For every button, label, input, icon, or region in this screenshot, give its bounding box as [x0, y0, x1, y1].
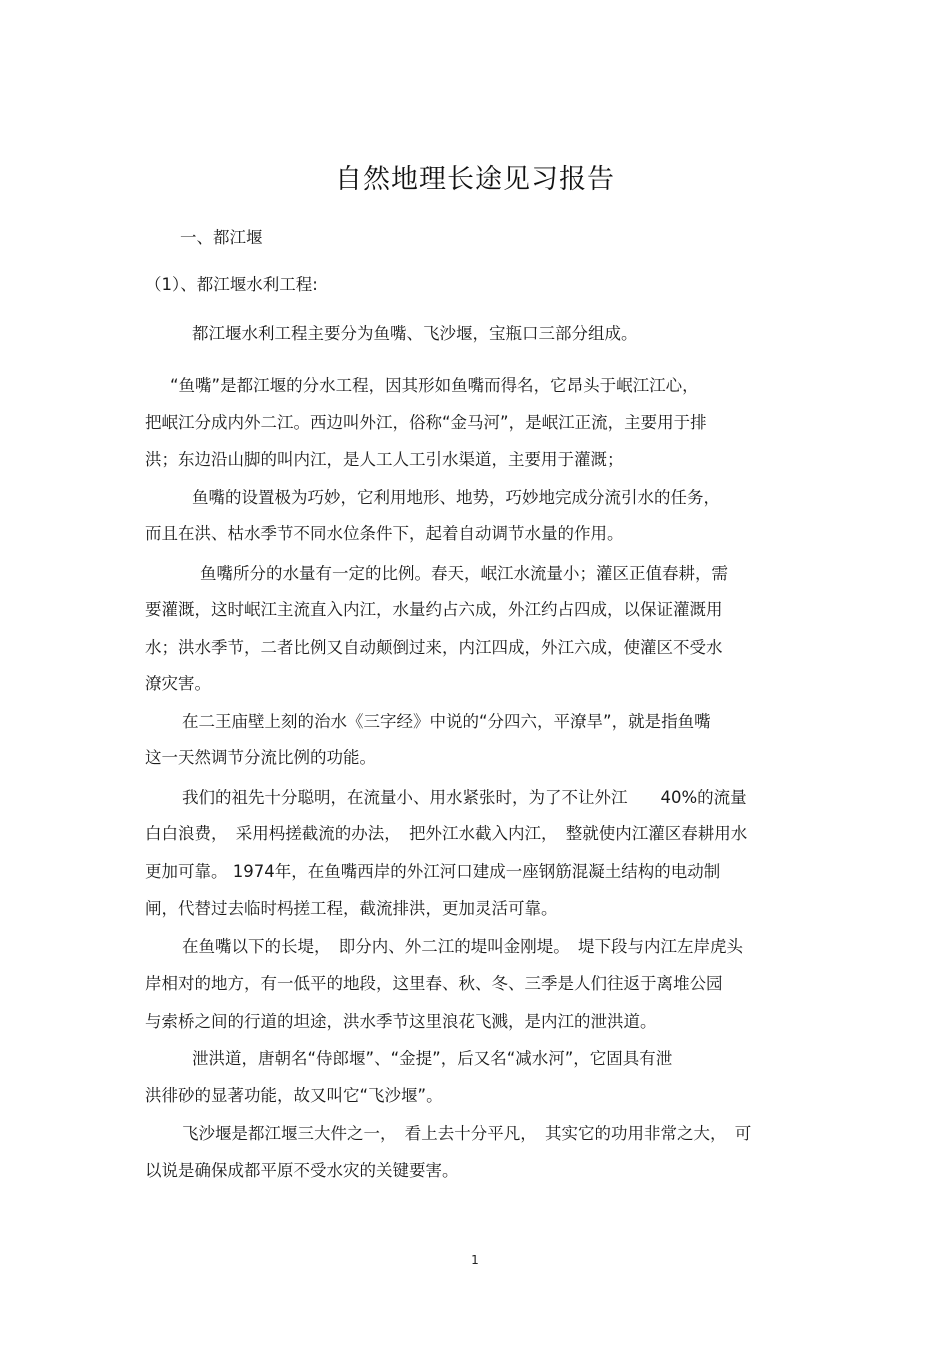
paragraph-line: 我们的祖先十分聪明，在流量小、用水紧张时，为了不让外江 40%的流量	[182, 788, 747, 807]
section-heading: 一、都江堰	[180, 228, 263, 247]
paragraph-line: 要灌溉，这时岷江主流直入内江，水量约占六成，外江约占四成，以保证灌溉用	[145, 600, 723, 619]
paragraph-line: 这一天然调节分流比例的功能。	[145, 748, 376, 767]
paragraph-line: 鱼嘴的设置极为巧妙，它利用地形、地势，巧妙地完成分流引水的任务，	[192, 488, 720, 507]
paragraph-line: 岸相对的地方，有一低平的地段，这里春、秋、冬、三季是人们往返于离堆公园	[145, 974, 723, 993]
paragraph-line: 把岷江分成内外二江。西边叫外江，俗称“金马河”，是岷江正流，主要用于排	[145, 413, 707, 432]
page-number: 1	[471, 1253, 479, 1267]
paragraph-line: 而且在洪、枯水季节不同水位条件下，起着自动调节水量的作用。	[145, 524, 624, 543]
paragraph-line: 洪徘砂的显著功能，故又叫它“飞沙堰”。	[145, 1086, 443, 1105]
paragraph-line: 以说是确保成都平原不受水灾的关键要害。	[145, 1161, 459, 1180]
paragraph-line: 潦灾害。	[145, 674, 211, 693]
paragraph-line: 都江堰水利工程主要分为鱼嘴、飞沙堰，宝瓶口三部分组成。	[192, 324, 638, 343]
paragraph-line: 泄洪道，唐朝名“侍郎堰”、“金提”，后又名“减水河”，它固具有泄	[192, 1049, 673, 1068]
document-title: 自然地理长途见习报告	[335, 164, 615, 195]
paragraph-line: 闸，代替过去临时杩搓工程，截流排洪，更加灵活可靠。	[145, 899, 558, 918]
paragraph-line: 与索桥之间的行道的坦途，洪水季节这里浪花飞溅，是内江的泄洪道。	[145, 1012, 657, 1031]
paragraph-line: 在鱼嘴以下的长堤， 即分内、外二江的堤叫金刚堤。 堤下段与内江左岸虎头	[182, 937, 743, 956]
subsection-heading: （1）、都江堰水利工程:	[145, 275, 318, 294]
paragraph-line: 白白浪费， 采用杩搓截流的办法， 把外江水截入内江， 整就使内江灌区春耕用水	[145, 824, 748, 843]
paragraph-line: 飞沙堰是都江堰三大件之一， 看上去十分平凡， 其实它的功用非常之大， 可	[182, 1124, 752, 1143]
paragraph-line: 在二王庙壁上刻的治水《三字经》中说的“分四六，平潦旱”，就是指鱼嘴	[182, 712, 711, 731]
paragraph-line: 水；洪水季节，二者比例又自动颠倒过来，内江四成，外江六成，使灌区不受水	[145, 638, 723, 657]
paragraph-line: 洪；东边沿山脚的叫内江，是人工人工引水渠道，主要用于灌溉；	[145, 450, 624, 469]
paragraph-line: 鱼嘴所分的水量有一定的比例。春天，岷江水流量小；灌区正值春耕，需	[200, 564, 728, 583]
paragraph-line: “鱼嘴”是都江堰的分水工程，因其形如鱼嘴而得名，它昂头于岷江江心，	[170, 376, 699, 395]
paragraph-line: 更加可靠。 1974年，在鱼嘴西岸的外江河口建成一座钢筋混凝土结构的电动制	[145, 862, 721, 881]
